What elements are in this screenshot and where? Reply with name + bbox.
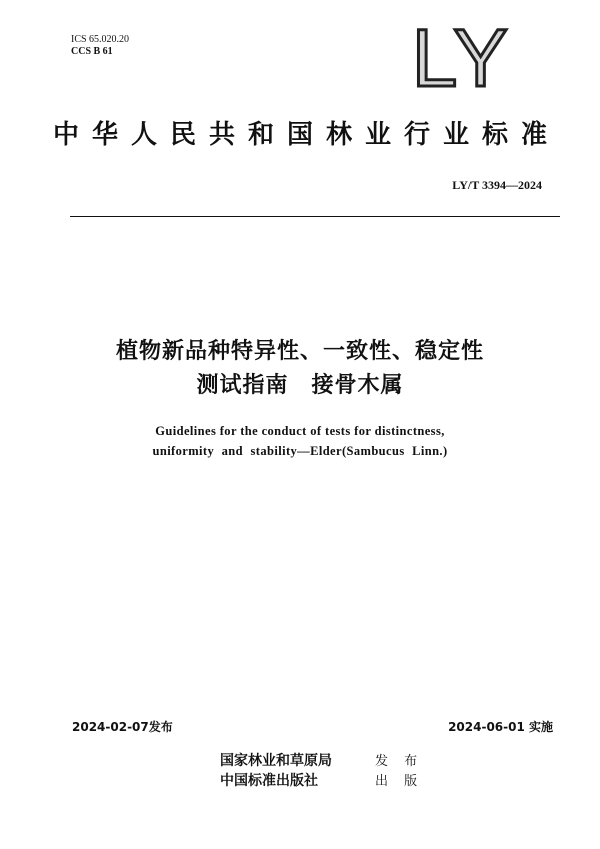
title-en-line1: Guidelines for the conduct of tests for distinctness, — [155, 424, 445, 438]
issue-date: 2024-02-07发布 — [72, 720, 173, 734]
ccs-code: CCS B 61 — [71, 46, 113, 57]
issuer-org: 国家林业和草原局 — [220, 753, 332, 769]
header-divider — [70, 216, 560, 217]
title-zh-line2: 测试指南 接骨木属 — [196, 373, 404, 398]
issuer-role: 发 布 — [375, 754, 424, 769]
publisher-role: 出 版 — [375, 774, 424, 789]
standard-number: LY/T 3394—2024 — [452, 178, 542, 192]
ics-code: ICS 65.020.20 — [71, 34, 130, 45]
standard-category: 中华人民共和国林业行业标准 — [52, 120, 560, 150]
classification-codes — [71, 34, 129, 58]
ly-logo: LY — [411, 13, 510, 104]
implement-date: 2024-06-01 实施 — [448, 720, 553, 734]
publisher-org: 中国标准出版社 — [220, 773, 318, 789]
title-en-line2: uniformity and stability—Elder(Sambucus Linn.) — [152, 444, 448, 458]
title-zh-line1: 植物新品种特异性、一致性、稳定性 — [115, 339, 484, 364]
